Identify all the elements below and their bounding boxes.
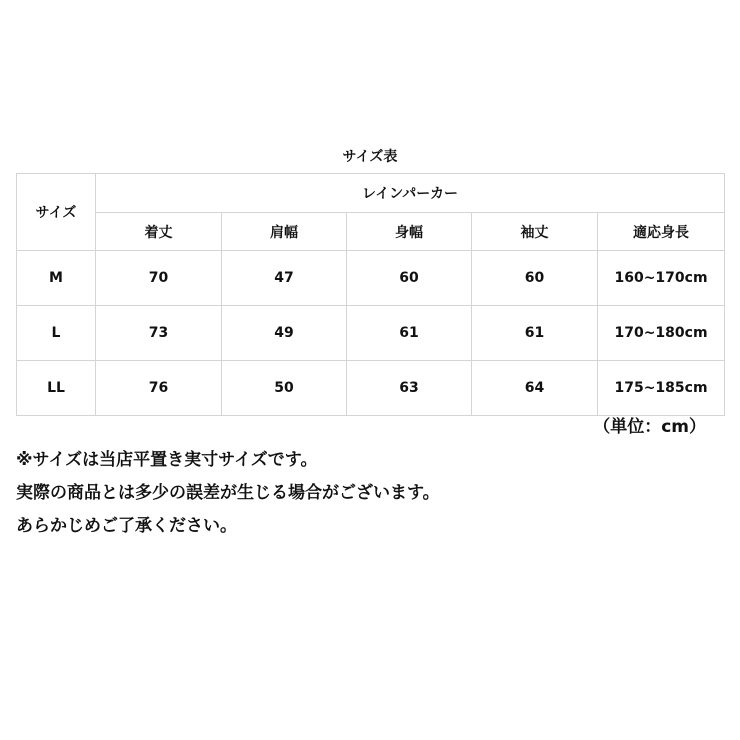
size-cell: M <box>17 251 96 306</box>
table-cell: 73 <box>96 306 222 361</box>
column-header-width: 身幅 <box>347 213 472 251</box>
note-line: あらかじめご了承ください。 <box>16 516 237 536</box>
column-header-row <box>17 213 725 251</box>
table-cell: 61 <box>472 306 598 361</box>
table-cell: 50 <box>222 361 347 416</box>
column-header-length: 着丈 <box>96 213 222 251</box>
table-row <box>17 306 725 361</box>
size-cell: LL <box>17 361 96 416</box>
table-cell: 175~185cm <box>598 361 725 416</box>
table-row <box>17 251 725 306</box>
table-cell: 47 <box>222 251 347 306</box>
size-cell: L <box>17 306 96 361</box>
note-line: ※サイズは当店平置き実寸サイズです。 <box>16 450 318 470</box>
table-cell: 70 <box>96 251 222 306</box>
table-cell: 64 <box>472 361 598 416</box>
unit-note: （単位：cm） <box>593 417 706 437</box>
table-row <box>17 361 725 416</box>
column-header-sleeve: 袖丈 <box>472 213 598 251</box>
note-line: 実際の商品とは多少の誤差が生じる場合がございます。 <box>16 483 440 503</box>
table-cell: 61 <box>347 306 472 361</box>
size-table <box>16 173 725 416</box>
group-header: レインパーカー <box>96 174 725 213</box>
column-header-shoulder: 肩幅 <box>222 213 347 251</box>
table-cell: 63 <box>347 361 472 416</box>
table-cell: 60 <box>347 251 472 306</box>
table-cell: 76 <box>96 361 222 416</box>
column-header-height: 適応身長 <box>598 213 725 251</box>
table-title: サイズ表 <box>342 149 398 165</box>
table-cell: 49 <box>222 306 347 361</box>
header-row <box>17 174 725 213</box>
size-column-header: サイズ <box>17 174 96 251</box>
table-cell: 60 <box>472 251 598 306</box>
notes <box>16 444 440 543</box>
table-cell: 160~170cm <box>598 251 725 306</box>
table-cell: 170~180cm <box>598 306 725 361</box>
